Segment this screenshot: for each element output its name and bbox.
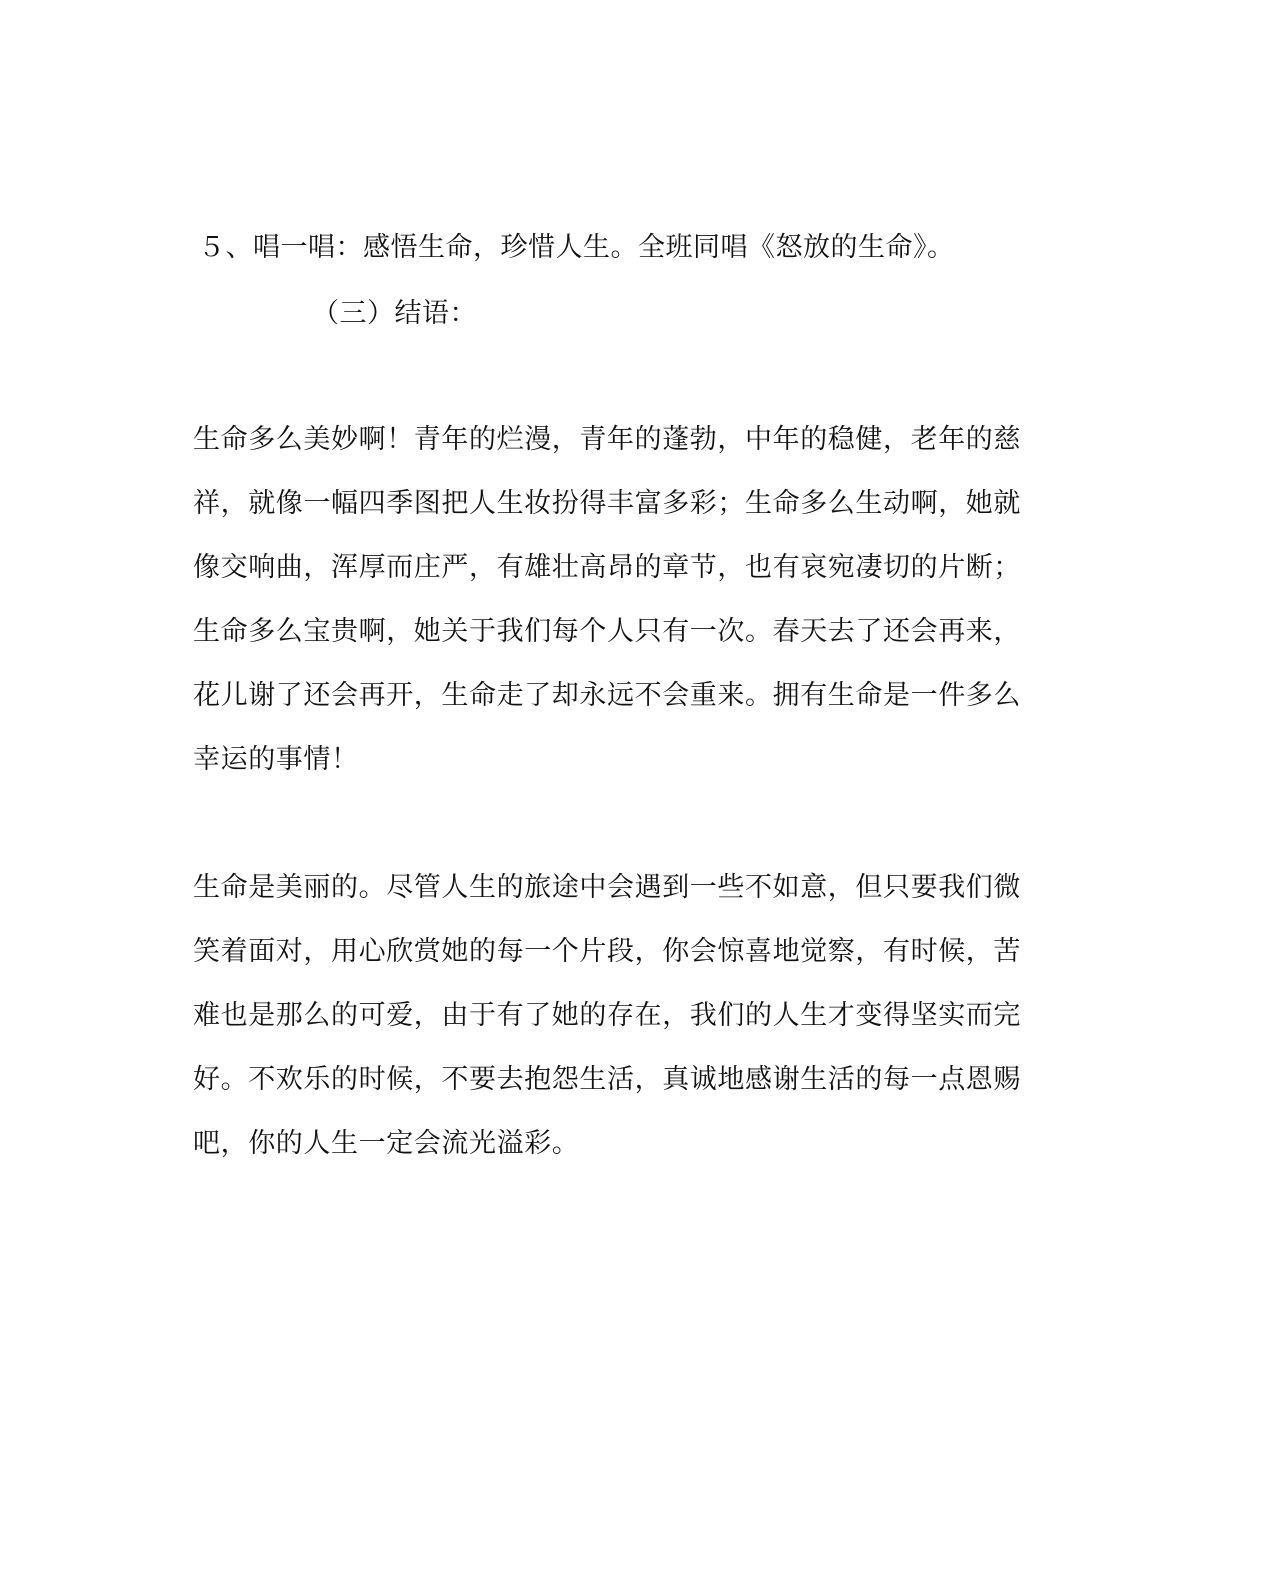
paragraph-line: 生命是美丽的。尽管人生的旅途中会遇到一些不如意，但只要我们微 — [193, 872, 1021, 903]
paragraph-line: 幸运的事情！ — [193, 744, 359, 775]
paragraph-line: 花儿谢了还会再开，生命走了却永远不会重来。拥有生命是一件多么 — [193, 680, 1021, 711]
activity-step-line: ５、唱一唱：感悟生命，珍惜人生。全班同唱《怒放的生命》。 — [198, 232, 955, 263]
paragraph-line: 吧，你的人生一定会流光溢彩。 — [193, 1128, 580, 1159]
paragraph-line: 像交响曲，浑厚而庄严，有雄壮高昂的章节，也有哀宛凄切的片断； — [193, 552, 1021, 583]
paragraph-line: 生命多么宝贵啊，她关于我们每个人只有一次。春天去了还会再来， — [193, 616, 1021, 647]
conclusion-paragraph-1 — [193, 408, 1068, 792]
paragraph-line: 难也是那么的可爱，由于有了她的存在，我们的人生才变得坚实而完 — [193, 1000, 1021, 1031]
conclusion-paragraph-2 — [193, 856, 1068, 1176]
paragraph-line: 好。不欢乐的时候，不要去抱怨生活，真诚地感谢生活的每一点恩赐 — [193, 1064, 1021, 1095]
section-heading: （三）结语： — [312, 298, 477, 329]
paragraph-line: 笑着面对，用心欣赏她的每一个片段，你会惊喜地觉察，有时候，苦 — [193, 936, 1021, 967]
paragraph-line: 祥，就像一幅四季图把人生妆扮得丰富多彩；生命多么生动啊，她就 — [193, 488, 1021, 519]
paragraph-line: 生命多么美妙啊！青年的烂漫，青年的蓬勃，中年的稳健，老年的慈 — [193, 424, 1021, 455]
